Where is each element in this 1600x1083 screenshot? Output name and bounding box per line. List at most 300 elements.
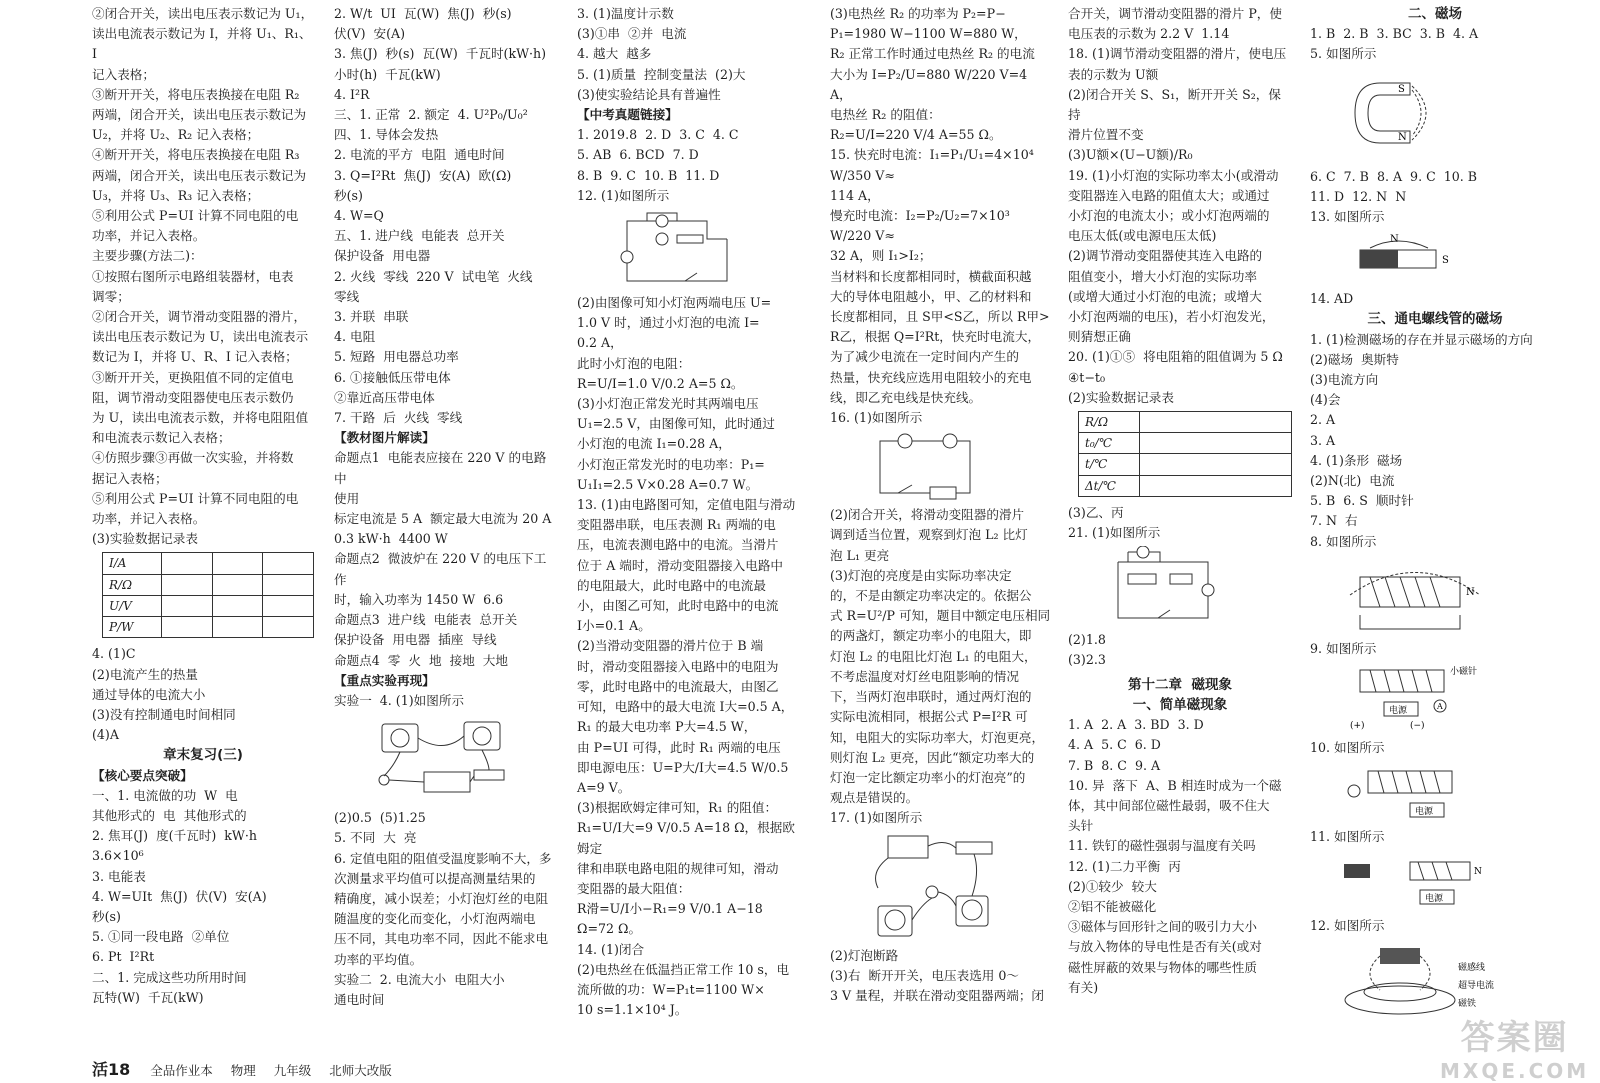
text-line: (2)电热丝在低温挡正常工作 10 s，电 — [577, 961, 790, 977]
text-line: ⑤利用公式 P=UI 计算不同电阻的电 — [92, 208, 299, 224]
text-line: 变阻器串联，电压表测 R₁ 两端的电 — [577, 517, 776, 533]
text-line: 14. AD — [1310, 291, 1354, 307]
text-line: U₁I₁=2.5 V×0.28 A=0.7 W。 — [577, 476, 759, 492]
text-line: 5. 短路 用电器总功率 — [334, 349, 459, 365]
col1-data-table — [102, 552, 314, 638]
grade: 九年级 — [273, 1063, 312, 1078]
text-line: (3)小灯泡正常发光时其两端电压 — [577, 396, 759, 412]
text-line: 为了减少电流在一定时间内产生的 — [830, 349, 1019, 365]
col6-block-4 — [1310, 330, 1560, 552]
text-line: 功率，并记入表格。 — [92, 511, 206, 527]
text-line: 3. 焦(J) 秒(s) 瓦(W) 千瓦时(kW·h) — [334, 46, 547, 62]
solenoid-figure-9 — [1340, 662, 1490, 734]
text-line: 此时小灯泡的电阻： — [577, 355, 691, 371]
text-line: 21. (1)如图所示 — [1068, 525, 1161, 541]
magnet-label: 磁铁 — [1458, 998, 1477, 1009]
column-1 — [92, 4, 314, 1008]
text-line: 6. C 7. B 8. A 9. C 10. B — [1310, 168, 1478, 184]
text-line: 知，电阻大的实际功率大，灯泡更亮， — [830, 729, 1045, 745]
text-line: 5. ①同一段电路 ②单位 — [92, 929, 230, 945]
text-line: 零线 — [334, 288, 360, 304]
text-line: 线，即乙充电线是快充线。 — [830, 389, 982, 405]
text-line: R=U/I=1.0 V/0.2 A=5 Ω。 — [577, 375, 744, 391]
text-line: 6. ①接触低压带电体 — [334, 369, 451, 385]
power-source-label: 电源 — [1425, 894, 1444, 905]
text-line: 即电源电压：U=P大/I大=4.5 W/0.5 A=9 V。 — [577, 759, 793, 795]
text-line: 命题点3 进户线 电能表 总开关 — [334, 612, 518, 628]
text-line: 17. (1)如图所示 — [830, 810, 923, 826]
text-line: 时，输入功率为 1450 W 6.6 — [334, 591, 504, 607]
watermark-line-1: 答案圈 — [1460, 1018, 1569, 1058]
text-line: 标定电流是 5 A 额定最大电流为 20 A — [334, 511, 552, 527]
column-2 — [334, 4, 558, 1010]
col6-block-1 — [1310, 24, 1560, 64]
text-line: 4. 越大 越多 — [577, 46, 652, 62]
text-line: 13. (1)由电路图可知，定值电阻与滑动 — [577, 497, 796, 513]
col3-block-1 — [577, 4, 803, 206]
text-line: 慢充时电流：I₂=P₂/U₂=7×10³ W/220 V≈ — [830, 208, 1014, 244]
solenoid-figure-11 — [1340, 850, 1490, 912]
col6-block-2 — [1310, 167, 1560, 228]
text-line: 使用 — [334, 490, 360, 506]
page-number: 活18 — [92, 1060, 131, 1079]
col5-data-table — [1078, 411, 1292, 497]
text-line: 数记为 I，并将 U、R、I 记入表格； — [92, 349, 298, 365]
text-line: 保护设备 用电器 — [334, 248, 431, 264]
text-line: 阻值变小，增大小灯泡的实际功率 — [1068, 268, 1257, 284]
text-line: (2)电流产生的热量 — [92, 666, 198, 682]
text-line: 五、1. 进户线 电能表 总开关 — [334, 228, 505, 244]
text-line: ④仿照步骤③再做一次实验，并将数 — [92, 450, 294, 466]
text-line: 据记入表格； — [92, 470, 168, 486]
text-line: 则灯泡 L₂ 更亮，因此“额定功率大的 — [830, 749, 1035, 765]
text-line: 精确度，减小误差；小灯泡灯丝的电阻 — [334, 890, 549, 906]
text-line: (2)①较少 较大 — [1068, 878, 1157, 894]
section-heading-solenoid: 三、通电螺线管的磁场 — [1367, 311, 1503, 328]
table-row-label: t₀/℃ — [1079, 433, 1140, 454]
text-line: (2)灯泡断路 — [830, 947, 899, 963]
text-line: 四、1. 导体会发热 — [334, 127, 439, 143]
table-row-label: U/V — [103, 595, 162, 616]
text-line: 和电流表示数记入表格； — [92, 430, 231, 446]
col5-block-1 — [1068, 4, 1292, 408]
text-line: 当材料和长度都相同时，横截面积越 — [830, 268, 1032, 284]
bar-magnet-figure — [1340, 230, 1460, 285]
text-line: (2)N(北) 电流 — [1310, 473, 1395, 489]
text-line: 4. 电阻 — [334, 329, 376, 345]
text-line: 读出电压表示数记为 U，读出电流表示 — [92, 329, 309, 345]
text-line: 压，电流表测电路中的电流。当滑片 — [577, 537, 779, 553]
text-line: 2. 焦耳(J) 度(千瓦时) kW·h — [92, 828, 257, 844]
text-line: 灯泡一定比额定功率小的灯泡亮”的 — [830, 769, 1026, 785]
text-line: (3)实验数据记录表 — [92, 531, 198, 547]
text-line: (2)磁场 奥斯特 — [1310, 351, 1399, 367]
text-line: U₂，并将 U₂、R₂ 记入表格； — [92, 127, 260, 143]
text-line: 5. 如图所示 — [1310, 46, 1377, 62]
text-line: 7. N 右 — [1310, 513, 1358, 529]
text-line: ④t−t₀ — [1068, 369, 1106, 385]
text-line: 4. W=UIt 焦(J) 伏(V) 安(A) — [92, 888, 267, 904]
text-line: (2)闭合开关，将滑动变阻器的滑片 — [830, 507, 1025, 523]
text-line: ③磁体与回形针之间的吸引力大小 — [1068, 919, 1257, 935]
column-5 — [1068, 4, 1292, 998]
text-line: 小灯泡的电流太小；或小灯泡两端的 — [1068, 208, 1270, 224]
text-line: 11. 如图所示 — [1310, 829, 1385, 845]
text-line: 命题点4 零 火 地 接地 大地 — [334, 652, 508, 668]
text-line: 1. A 2. A 3. BD 3. D — [1068, 717, 1204, 733]
text-line: 磁性屏蔽的效果与物体的哪些性质 — [1068, 959, 1257, 975]
text-line: 小，由图乙可知，此时电路中的电流 — [577, 598, 779, 614]
text-line: 大的导体电阻越小，甲、乙的材料和 — [830, 288, 1032, 304]
text-line: 实际电流相同，根据公式 P=I²R 可 — [830, 709, 1028, 725]
text-line: 记入表格； — [92, 66, 155, 82]
text-line: 压不同，其电功率不同，因此不能求电 — [334, 931, 549, 947]
text-line: ③断开开关，更换阻值不同的定值电 — [92, 369, 294, 385]
text-line: 4. W=Q — [334, 208, 384, 224]
text-line: 7. B 8. C 9. A — [1068, 757, 1161, 773]
text-line: 2. 电流的平方 电阻 通电时间 — [334, 147, 505, 163]
text-line: (3)电流方向 — [1310, 372, 1379, 388]
text-line: R滑=U/I小−R₁=9 V/0.1 A−18 Ω=72 Ω。 — [577, 901, 767, 937]
experiment-circuit-figure — [364, 714, 514, 804]
text-line: R₂=U/I=220 V/4 A=55 Ω。 — [830, 127, 1002, 143]
chapter-heading: 第十二章 磁现象 — [1128, 676, 1232, 693]
text-line: 下，当两灯泡串联时，通过两灯泡的 — [830, 689, 1032, 705]
text-line: (2)当滑动变阻器的滑片位于 B 端 — [577, 638, 764, 654]
table-row-label: R/Ω — [1079, 412, 1140, 433]
text-line: 合开关，调节滑动变阻器的滑片 P，使 — [1068, 6, 1282, 21]
text-line: 4. (1)C — [92, 646, 136, 662]
text-line: R乙，根据 Q=I²Rt，快充时电流大， — [830, 329, 1041, 345]
text-line: 10. 如图所示 — [1310, 740, 1385, 756]
page-footer — [92, 1057, 406, 1080]
text-line: ①按照右图所示电路组装器材，电表 — [92, 268, 294, 284]
col2-block-2 — [334, 808, 558, 1010]
column-4 — [830, 4, 1052, 1006]
circuit-diagram-12 — [607, 209, 737, 289]
text-line: ②铝不能被磁化 — [1068, 898, 1157, 914]
text-line: 流所做的功：W=P₁t=1100 W× — [577, 981, 765, 997]
text-line: 的两盏灯，额定功率小的电阻大，即 — [830, 628, 1032, 644]
text-line: 5. AB 6. BCD 7. D — [577, 147, 699, 163]
text-line: 为 U，读出电流表示数，并将电阻阻值 — [92, 410, 309, 426]
text-line: (2)调节滑动变阻器使其连入电路的 — [1068, 248, 1263, 264]
subject: 物理 — [230, 1063, 256, 1078]
text-line: 12. (1)二力平衡 丙 — [1068, 858, 1181, 874]
text-line: 3. 并联 串联 — [334, 309, 409, 325]
supercurrent-label: 超导电流 — [1458, 980, 1495, 991]
solenoid-pole-n: N — [1466, 586, 1475, 598]
text-line: 9. 如图所示 — [1310, 640, 1377, 656]
text-line: 零，此时电路中的电流最大，由图乙 — [577, 678, 779, 694]
text-line: 阻，调节滑动变阻器使电压表示数仍 — [92, 389, 294, 405]
text-line: 【重点实验再现】 — [334, 672, 435, 688]
text-line: (3)根据欧姆定律可知，R₁ 的阻值： — [577, 800, 778, 816]
text-line: 12. (1)如图所示 — [577, 187, 670, 203]
text-line: 8. 如图所示 — [1310, 533, 1377, 549]
text-line: 2. W/t UI 瓦(W) 焦(J) 秒(s) — [334, 6, 512, 21]
text-line: 11. D 12. N N — [1310, 188, 1407, 204]
text-line: ②闭合开关，读出电压表示数记为 U₁， — [92, 6, 314, 21]
bar-magnet-pole-n: N — [1390, 234, 1399, 246]
text-line: 3 V 量程，并联在滑动变阻器两端；闭 — [830, 987, 1045, 1003]
text-line: 则猜想正确 — [1068, 329, 1131, 345]
text-line: 变阻器的最大阻值： — [577, 880, 691, 896]
solenoid-figure-10 — [1340, 761, 1490, 823]
text-line: 0.3 kW·h 4400 W — [334, 531, 448, 547]
text-line: 小时(h) 千瓦(kW) — [334, 66, 441, 82]
text-line: 18. (1)调节滑动变阻器的滑片，使电压 — [1068, 46, 1287, 62]
text-line: 3. Q=I²Rt 焦(J) 安(A) 欧(Ω) — [334, 167, 512, 183]
text-line: (3)右 断开开关，电压表选用 0～ — [830, 967, 1019, 983]
text-line: 命题点1 电能表应接在 220 V 的电路中 — [334, 450, 547, 486]
text-line: R₁=U/I大=9 V/0.5 A=18 Ω，根据欧姆定 — [577, 820, 795, 856]
column-3 — [577, 4, 803, 1020]
text-line: 体，其中间部位磁性最弱，吸不住大 — [1068, 797, 1270, 813]
text-line: 一、1. 电流做的功 W 电 — [92, 787, 238, 803]
text-line: 大小为 I=P₂/U=880 W/220 V=4 A， — [830, 66, 1032, 102]
text-line: 电热丝 R₂ 的阻值： — [830, 107, 941, 123]
text-line: 15. 快充时电流：I₁=P₁/U₁=4×10⁴ W/350 V≈ — [830, 147, 1038, 183]
text-line: (4)A — [92, 727, 119, 743]
text-line: 秒(s) — [334, 187, 363, 203]
compass-label: 小磁针 — [1450, 667, 1478, 678]
text-line: (2)0.5 (5)1.25 — [334, 810, 426, 826]
text-line: 通过导体的电流大小 — [92, 686, 206, 702]
text-line: 0.2 A， — [577, 335, 623, 351]
col6-block-8 — [1310, 916, 1560, 936]
magnet-pole-s: S — [1398, 83, 1405, 95]
text-line: 7. 干路 后 火线 零线 — [334, 410, 463, 426]
text-line: 实验一 4. (1)如图所示 — [334, 692, 465, 708]
magnet-pole-n: N — [1398, 131, 1407, 143]
text-line: 11. 铁钉的磁性强弱与温度有关吗 — [1068, 838, 1256, 854]
text-line: (3)U额×(U−U额)/R₀ — [1068, 147, 1193, 163]
text-line: 小灯泡的电流 I₁=0.28 A， — [577, 436, 731, 452]
text-line: 电压表的示数为 2.2 V 1.14 — [1068, 26, 1230, 42]
text-line: (2)实验数据记录表 — [1068, 389, 1174, 405]
text-line: 2. A — [1310, 412, 1336, 428]
text-line: 瓦特(W) 千瓦(kW) — [92, 989, 204, 1005]
solenoid-pole-n: N — [1474, 867, 1482, 878]
text-line: (3)灯泡的亮度是由实际功率决定 — [830, 567, 1012, 583]
text-line: 头针 — [1068, 818, 1094, 834]
text-line: 3. A — [1310, 432, 1336, 448]
text-line: 二、1. 完成这些功所用时间 — [92, 969, 247, 985]
text-line: 长度都相同，且 S甲<S乙，所以 R甲> — [830, 309, 1050, 325]
text-line: 【教材图片解读】 — [334, 430, 435, 446]
col4-block-1 — [830, 4, 1052, 428]
text-line: 5. (1)质量 控制变量法 (2)大 — [577, 66, 746, 82]
table-row-label: Δt/℃ — [1079, 475, 1140, 496]
col1-block-1 — [92, 4, 314, 549]
text-line: 滑片位置不变 — [1068, 127, 1144, 143]
text-line: P₁=1980 W−1100 W=880 W， — [830, 26, 1027, 42]
power-source-label: 电源 — [1389, 706, 1408, 717]
superconductor-figure-12 — [1340, 940, 1500, 1020]
col5-block-2 — [1068, 503, 1292, 543]
text-line: 读出电流表示数记为 I，并将 U₁、R₁、I — [92, 26, 312, 62]
text-line: (3)使实验结论具有普遍性 — [577, 86, 721, 102]
chapter-review-heading: 章末复习(三) — [163, 747, 243, 764]
circuit-diagram-21 — [1098, 546, 1228, 626]
col6-block-5 — [1310, 639, 1560, 659]
text-line: (3)电热丝 R₂ 的功率为 P₂=P− — [830, 6, 1006, 21]
text-line: ②靠近高压带电体 — [334, 389, 435, 405]
text-line: 伏(V) 安(A) — [334, 26, 406, 42]
circuit-diagram-16 — [860, 431, 990, 501]
text-line: 位于 A 端时，滑动变阻器接入电路中 — [577, 557, 784, 573]
text-line: 随温度的变化而变化，小灯泡两端电 — [334, 911, 536, 927]
text-line: 功率，并记入表格。 — [92, 228, 206, 244]
text-line: ②闭合开关，调节滑动变阻器的滑片， — [92, 309, 307, 325]
text-line: ③断开开关，将电压表换接在电阻 R₂ — [92, 86, 300, 102]
ammeter-label: A — [1437, 702, 1443, 712]
text-line: R₂ 正常工作时通过电热丝 R₂ 的电流 — [830, 46, 1035, 62]
text-line: (2)1.8 — [1068, 632, 1106, 648]
table-row-label: R/Ω — [103, 574, 162, 595]
col6-block-7 — [1310, 827, 1560, 847]
text-line: 式 R=U²/P 可知，题目中额定电压相同 — [830, 608, 1051, 624]
text-line: 不考虑温度对灯丝电阻影响的情况 — [830, 668, 1019, 684]
col3-block-2 — [577, 293, 803, 1020]
section-heading: 一、简单磁现象 — [1132, 696, 1228, 713]
table-row-label: P/W — [103, 617, 162, 638]
table-row-label: I/A — [103, 553, 162, 574]
text-line: ⑤利用公式 P=UI 计算不同电阻的电 — [92, 490, 299, 506]
text-line: (或增大通过小灯泡的电流；或增大 — [1068, 288, 1262, 304]
col5-block-3 — [1068, 630, 1292, 670]
text-line: R₁ 的最大电功率 P大=4.5 W， — [577, 719, 757, 735]
text-line: (2)由图像可知小灯泡两端电压 U= — [577, 295, 772, 311]
text-line: 5. B 6. S 顺时针 — [1310, 493, 1414, 509]
text-line: 1. B 2. B 3. BC 3. B 4. A — [1310, 26, 1479, 42]
terminal-minus-label: (−) — [1410, 721, 1425, 732]
text-line: 有关) — [1068, 979, 1099, 995]
text-line: 小灯泡两端的电压)，若小灯泡发光， — [1068, 309, 1275, 325]
text-line: (3)乙、丙 — [1068, 504, 1124, 520]
text-line: 1. 2019.8 2. D 3. C 4. C — [577, 127, 739, 143]
text-line: 由 P=UI 可得，此时 R₁ 两端的电压 — [577, 739, 781, 755]
text-line: (3)没有控制通电时间相同 — [92, 706, 236, 722]
col4-block-3 — [830, 946, 1052, 1007]
text-line: ④断开开关，将电压表换接在电阻 R₃ — [92, 147, 300, 163]
col4-block-2 — [830, 505, 1052, 828]
text-line: 114 A， — [830, 187, 880, 203]
text-line: 电压太低(或电源电压太低) — [1068, 228, 1217, 244]
text-line: 2. 火线 零线 220 V 试电笔 火线 — [334, 268, 533, 284]
text-line: 两端，闭合开关，读出电压表示数记为 — [92, 107, 307, 123]
text-line: 变阻器连入电路的阻值太大；或通过 — [1068, 187, 1270, 203]
watermark-line-2: MXQE.COM — [1440, 1059, 1590, 1083]
edition: 北师大改版 — [329, 1063, 392, 1078]
text-line: 3. 电能表 — [92, 868, 146, 884]
text-line: 泡 L₁ 更亮 — [830, 547, 890, 563]
text-line: 保护设备 用电器 插座 导线 — [334, 632, 497, 648]
text-line: 6. Pt I²Rt — [92, 949, 155, 965]
experiment-figure-17 — [860, 832, 1000, 942]
text-line: 调零； — [92, 288, 130, 304]
text-line: 【核心要点突破】 — [92, 767, 193, 783]
text-line: 5. 不同 大 亮 — [334, 830, 417, 846]
text-line: 20. (1)①⑤ 将电阻箱的阻值调为 5 Ω — [1068, 349, 1283, 365]
text-line: 3. (1)温度计示数 — [577, 6, 674, 21]
text-line: 实验二 2. 电流大小 电阻大小 — [334, 971, 505, 987]
text-line: 调到适当位置，观察到灯泡 L₂ 比灯 — [830, 527, 1028, 543]
text-line: 1.0 V 时，通过小灯泡的电流 I= — [577, 315, 760, 331]
u-magnet-figure — [1340, 68, 1450, 163]
text-line: 律和串联电路电阻的规律可知，滑动 — [577, 860, 779, 876]
text-line: 的，不是由额定功率决定的。依据公 — [830, 588, 1032, 604]
text-line: 可知，电路中的最大电流 I大=0.5 A， — [577, 699, 794, 715]
text-line: 两端，闭合开关，读出电压表示数记为 — [92, 167, 307, 183]
text-line: 的电阻最大，此时电路中的电流最 — [577, 577, 766, 593]
text-line: (4)会 — [1310, 392, 1341, 408]
col6-block-6 — [1310, 738, 1560, 758]
text-line: 4. (1)条形 磁场 — [1310, 452, 1403, 468]
text-line: 通电时间 — [334, 991, 385, 1007]
text-line: 6. 定值电阻的阻值受温度影响不大，多 — [334, 850, 552, 866]
section-heading-magnetic-field: 二、磁场 — [1408, 6, 1462, 22]
text-line: 3.6×10⁶ — [92, 848, 144, 864]
text-line: 12. 如图所示 — [1310, 918, 1385, 934]
col2-block-1 — [334, 4, 558, 711]
table-row-label: t/℃ — [1079, 454, 1140, 475]
text-line: 时，滑动变阻器接入电路中的电阻为 — [577, 658, 779, 674]
text-line: 10. 异 落下 A、B 相连时成为一个磁 — [1068, 777, 1282, 793]
text-line: 灯泡 L₂ 的电阻比灯泡 L₁ 的电阻大， — [830, 648, 1037, 664]
text-line: 命题点2 微波炉在 220 V 的电压下工作 — [334, 551, 547, 587]
solenoid-figure-8 — [1340, 555, 1490, 635]
text-line: 8. B 9. C 10. B 11. D — [577, 167, 720, 183]
text-line: U₁=2.5 V，由图像可知，此时通过 — [577, 416, 775, 432]
field-line-label: 磁感线 — [1458, 962, 1486, 973]
text-line: (3)①串 ②并 电流 — [577, 26, 687, 42]
text-line: I小=0.1 A。 — [577, 618, 651, 634]
col1-block-3 — [92, 766, 314, 1008]
text-line: 4. I²R — [334, 86, 370, 102]
text-line: 16. (1)如图所示 — [830, 410, 923, 426]
text-line: 观点是错误的。 — [830, 790, 919, 806]
bar-magnet-pole-s: S — [1442, 255, 1449, 267]
col5-block-4 — [1068, 715, 1292, 998]
text-line: 【中考真题链接】 — [577, 107, 678, 123]
text-line: 表的示数为 U额 — [1068, 66, 1159, 82]
text-line: 其他形式的 电 其他形式的 — [92, 807, 247, 823]
text-line: 1. (1)检测磁场的存在并显示磁场的方向 — [1310, 331, 1533, 347]
book-title: 全品作业本 — [150, 1063, 213, 1078]
column-6 — [1310, 4, 1560, 1024]
text-line: 32 A，则 I₁>I₂； — [830, 248, 932, 264]
text-line: 热量，快充线应选用电阻较小的充电 — [830, 369, 1032, 385]
text-line: (3)2.3 — [1068, 652, 1106, 668]
text-line: 小灯泡正常发光时的电功率：P₁= — [577, 456, 765, 472]
text-line: 与放入物体的导电性是否有关(或对 — [1068, 939, 1262, 955]
text-line: 13. 如图所示 — [1310, 209, 1385, 225]
text-line: 次测量求平均值可以提高测量结果的 — [334, 870, 536, 886]
text-line: 19. (1)小灯泡的实际功率太小(或滑动 — [1068, 167, 1279, 183]
text-line: 功率的平均值。 — [334, 951, 423, 967]
text-line: 三、1. 正常 2. 额定 4. U²P₀/U₀² — [334, 107, 528, 123]
text-line: 秒(s) — [92, 908, 121, 924]
text-line: (2)闭合开关 S、S₁，断开开关 S₂，保持 — [1068, 86, 1281, 123]
col6-block-3 — [1310, 289, 1560, 309]
text-line: U₃，并将 U₃、R₃ 记入表格； — [92, 187, 260, 203]
text-line: 4. A 5. C 6. D — [1068, 737, 1161, 753]
col1-block-2 — [92, 644, 314, 745]
watermark — [1440, 1010, 1589, 1083]
text-line: 10 s=1.1×10⁴ J。 — [577, 1002, 688, 1018]
